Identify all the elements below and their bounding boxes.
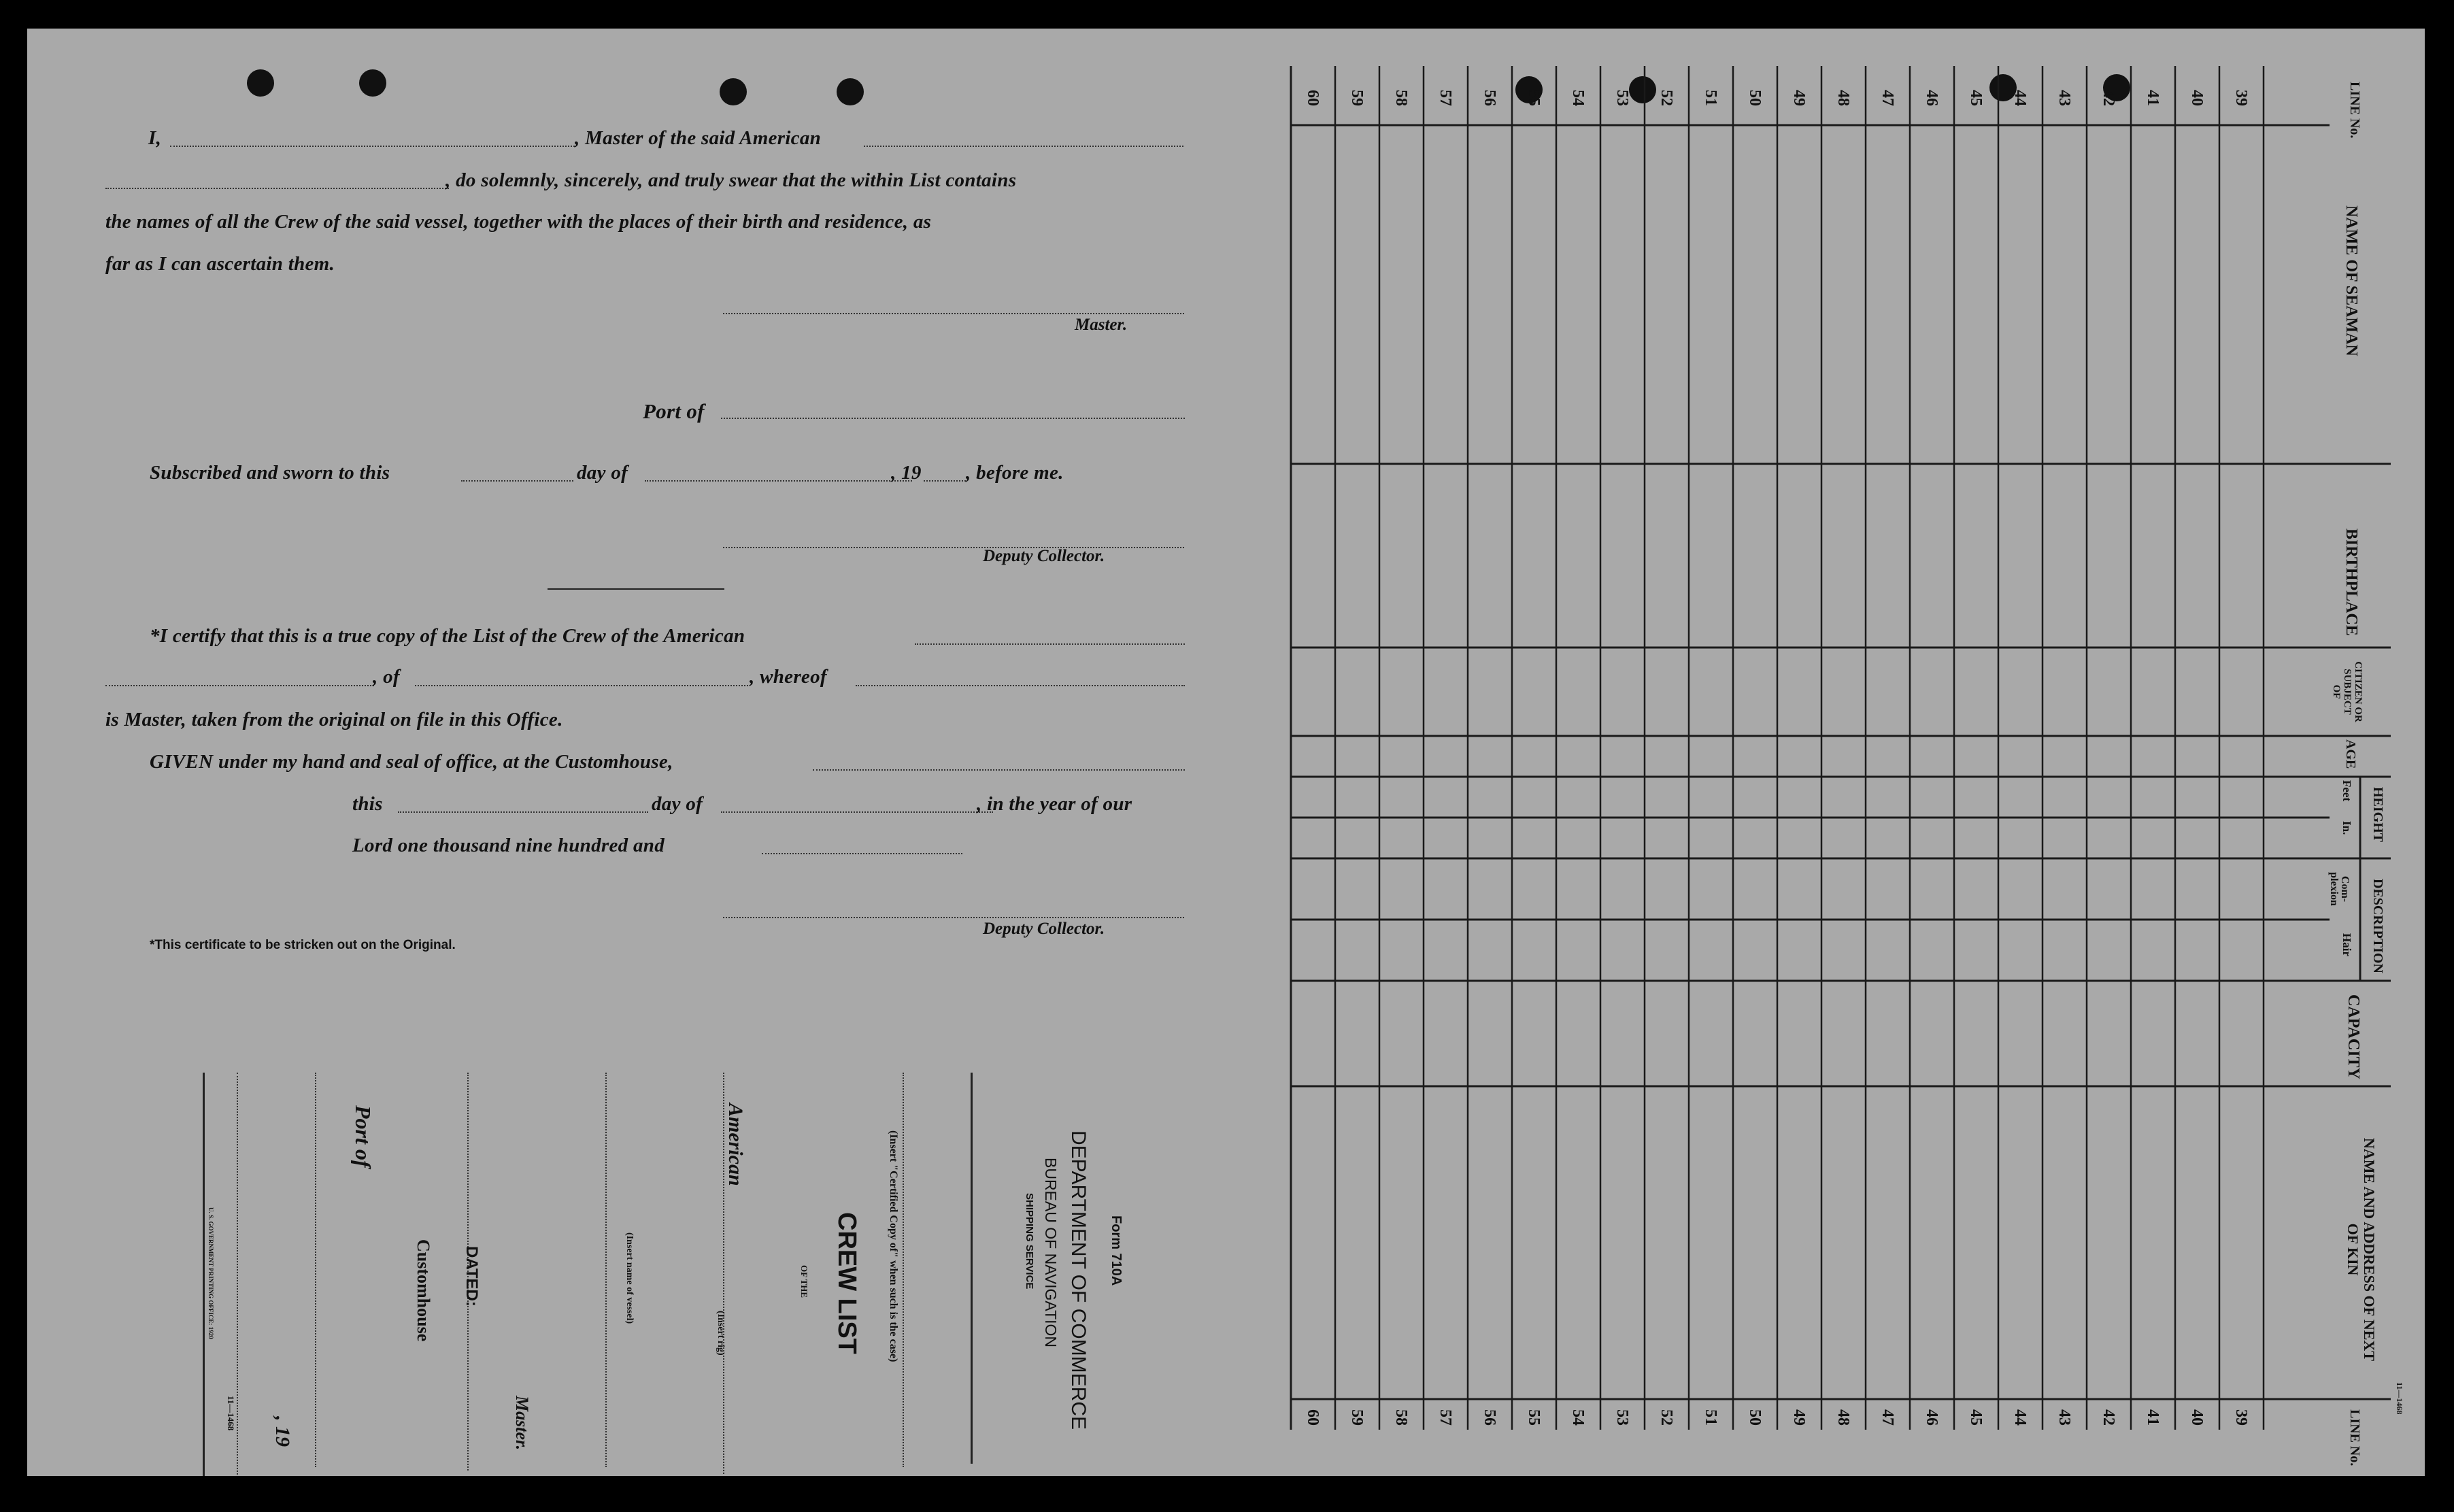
line-number: 47 [1878, 1409, 1896, 1426]
oath-line3: the names of all the Crew of the said vessel, together with the places of their birth and residence, as [105, 211, 932, 233]
service-title: SHIPPING SERVICE [1024, 1193, 1035, 1290]
crew-list-form-sheet [27, 29, 2425, 1476]
dated-label: DATED: [463, 1246, 481, 1307]
line-number: 56 [1480, 90, 1498, 106]
line-number: 47 [1878, 90, 1896, 106]
oath-master-text: , Master of the said American [575, 127, 822, 149]
line-number: 54 [1568, 90, 1587, 106]
punch-hole [720, 78, 747, 105]
cover-rule [203, 1073, 205, 1476]
certify-text: *I certify that this is a true copy of the List of the Crew of the American [150, 625, 745, 647]
master-label: Master. [1075, 316, 1128, 334]
of-text: , of [373, 666, 400, 688]
line-number: 51 [1701, 1409, 1719, 1426]
year-blank[interactable] [924, 480, 966, 482]
line-number: 40 [2187, 90, 2206, 106]
cover-rule [971, 1073, 973, 1464]
header-inches: In. [2340, 821, 2353, 835]
line-number: 50 [1745, 1409, 1764, 1426]
line-number: 60 [1303, 90, 1322, 106]
table-code: 11—1468 [2395, 1382, 2404, 1415]
line-number: 50 [1745, 90, 1764, 106]
vessel-type-blank-2[interactable] [915, 643, 1185, 645]
whereof-text: , whereof [750, 666, 827, 688]
dept-title: DEPARTMENT OF COMMERCE [1067, 1130, 1090, 1430]
line-number: 46 [1922, 1409, 1940, 1426]
line-number: 42 [2099, 1409, 2117, 1426]
line-number: 49 [1789, 90, 1808, 106]
cover-dotted-rule [237, 1073, 239, 1476]
line-number: 52 [1657, 1409, 1675, 1426]
day-blank[interactable] [461, 480, 573, 482]
line-number: 59 [1347, 1409, 1366, 1426]
cover-dotted-rule [605, 1073, 608, 1467]
header-hair: Hair [2340, 933, 2353, 956]
subscribed-text: Subscribed and sworn to this [150, 462, 390, 484]
line-number: 57 [1436, 90, 1454, 106]
header-feet: Feet [2340, 780, 2353, 802]
line-number: 43 [2055, 90, 2073, 106]
cover-dotted-rule [903, 1073, 905, 1467]
crew-table [1289, 29, 2425, 1476]
header-height: HEIGHT [2370, 787, 2385, 843]
master-blank-2[interactable] [856, 685, 1185, 686]
port-blank-2[interactable] [415, 685, 748, 686]
header-line-no: LINE No. [2347, 82, 2362, 139]
line-number: 58 [1392, 90, 1410, 106]
header-name-of-seaman: NAME OF SEAMAN [2342, 205, 2360, 356]
punch-hole [837, 78, 864, 105]
form-number: Form 710A [1109, 1215, 1124, 1286]
crew-list-title: CREW LIST [833, 1212, 861, 1354]
oath-line2: , do solemnly, sincerely, and truly swear that the within List contains [446, 169, 1017, 191]
header-line-no-bottom: LINE No. [2347, 1409, 2362, 1466]
day-of-text-2: day of [652, 793, 703, 815]
header-capacity: CAPACITY [2344, 994, 2362, 1079]
cover-dotted-rule [315, 1073, 318, 1467]
header-complexion: Com- plexion [2328, 872, 2351, 906]
vessel-type-blank[interactable] [864, 146, 1183, 147]
deputy-collector-label: Deputy Collector. [983, 547, 1105, 565]
line-number: 48 [1834, 1409, 1852, 1426]
certificate-footnote: *This certificate to be stricken out on the Original. [150, 938, 456, 952]
oath-i: I, [148, 127, 162, 149]
day-blank-2[interactable] [398, 811, 648, 813]
lord-text: Lord one thousand nine hundred and [352, 835, 665, 856]
before-me-text: , before me. [966, 462, 1064, 484]
customhouse-label: Customhouse [414, 1239, 433, 1342]
line-number: 44 [2011, 1409, 2029, 1426]
insert-name-note: (Insert name of vessel) [624, 1232, 635, 1324]
section-divider [548, 588, 724, 590]
cover-master-label: Master. [512, 1396, 532, 1451]
customhouse-blank[interactable] [813, 769, 1185, 771]
line-number: 45 [1966, 90, 1985, 106]
line-number: 53 [1613, 90, 1631, 106]
cover-year-label: , 19 [271, 1416, 294, 1447]
line-number: 39 [2232, 90, 2250, 106]
port-blank[interactable] [721, 418, 1185, 419]
month-blank-2[interactable] [721, 811, 993, 813]
line-number: 39 [2232, 1409, 2250, 1426]
header-birthplace: BIRTHPLACE [2342, 528, 2360, 636]
line-number: 55 [1524, 1409, 1543, 1426]
in-year-text: , in the year of our [977, 793, 1132, 815]
line-number: 59 [1347, 90, 1366, 106]
oath-line4: far as I can ascertain them. [105, 253, 335, 275]
this-text: this [352, 793, 383, 815]
insert-certified-note: (Insert "Certified Copy of" when such is the case) [888, 1130, 899, 1362]
american-label: American [724, 1103, 747, 1186]
line-number: 58 [1392, 1409, 1410, 1426]
deputy-signature-line[interactable] [723, 547, 1184, 548]
month-blank[interactable] [645, 480, 912, 482]
punch-hole [247, 69, 274, 97]
punch-hole [359, 69, 386, 97]
vessel-name-blank[interactable] [105, 188, 449, 189]
printer-imprint: U. S. GOVERNMENT PRINTING OFFICE: 1920 [207, 1207, 214, 1339]
master-signature-line[interactable] [723, 313, 1184, 314]
line-number: 46 [1922, 90, 1940, 106]
line-number: 45 [1966, 1409, 1985, 1426]
day-of-text: day of [577, 462, 628, 484]
cover-code: 11—1468 [226, 1396, 236, 1431]
table-grid [1289, 29, 2425, 1476]
is-master-text: is Master, taken from the original on file in this Office. [105, 709, 563, 730]
line-number: 52 [1657, 90, 1675, 106]
port-of-label: Port of [643, 399, 705, 423]
line-number: 60 [1303, 1409, 1322, 1426]
header-citizen: CITIZEN OR SUBJECT OF [2331, 661, 2364, 722]
line-number: 40 [2187, 1409, 2206, 1426]
line-number: 57 [1436, 1409, 1454, 1426]
bureau-title: BUREAU OF NAVIGATION [1042, 1158, 1060, 1348]
given-text: GIVEN under my hand and seal of office, at the Customhouse, [150, 751, 673, 773]
header-description: DESCRIPTION [2370, 879, 2385, 973]
line-number: 51 [1701, 90, 1719, 106]
line-number: 44 [2011, 90, 2029, 106]
line-number: 48 [1834, 90, 1852, 106]
deputy-signature-line-2[interactable] [723, 917, 1184, 918]
line-number: 42 [2099, 90, 2117, 106]
line-number: 56 [1480, 1409, 1498, 1426]
year-blank-2[interactable] [762, 853, 962, 854]
line-number: 49 [1789, 1409, 1808, 1426]
line-number: 54 [1568, 1409, 1587, 1426]
deputy-collector-label-2: Deputy Collector. [983, 920, 1105, 938]
master-name-blank[interactable] [170, 146, 575, 147]
header-next-of-kin: NAME AND ADDRESS OF NEXT OF KIN [2344, 1137, 2378, 1361]
vessel-name-blank-2[interactable] [105, 685, 374, 686]
insert-rig-note: (Insert rig) [716, 1311, 726, 1356]
line-number: 41 [2143, 1409, 2162, 1426]
line-number: 41 [2143, 90, 2162, 106]
of-the-label: OF THE [799, 1265, 809, 1298]
header-age: AGE [2343, 739, 2358, 769]
line-number: 55 [1524, 90, 1543, 106]
year-text: , 19 [891, 462, 922, 484]
line-number: 53 [1613, 1409, 1631, 1426]
line-number: 43 [2055, 1409, 2073, 1426]
cover-port-label: Port of [351, 1105, 375, 1168]
